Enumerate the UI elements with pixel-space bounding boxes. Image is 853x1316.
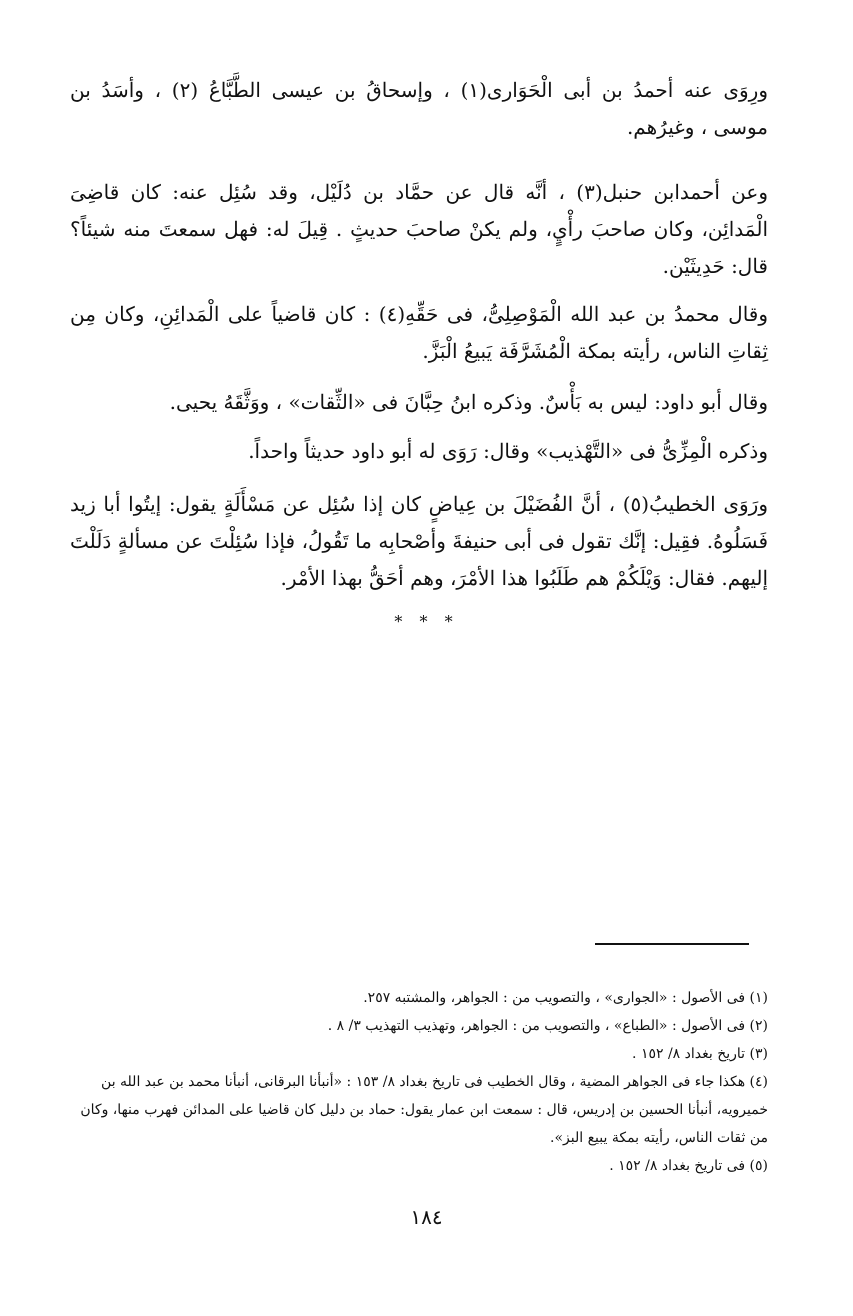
paragraph-abu-dawud: وقال أبو داود: ليس به بَأْسٌ. وذكره ابنُ حِبَّانَ فى «الثِّقات» ، ووَثَّقَهُ يحيى. bbox=[169, 390, 768, 414]
paragraph-ahmad-ibn-hanbal: وعن أحمدابن حنبل(٣) ، أنَّه قال عن حمَّاد بن دُلَيْل، وقد سُئِل عنه: كان قاضِىَ الْمَدائِن، وكان صاحبَ رأْيٍ، ولم يكنْ صاحبَ حديثٍ . قِيلَ له: فهل سمعتَ منه شيئاً؟ قال: حَدِيثَيْن. bbox=[70, 180, 768, 278]
paragraph-narrators: ورِوَى عنه أحمدُ بن أبى الْحَوَارى(١) ، وإسحاقُ بن عيسى الطَّبَّاعُ (٢) ، وأسَدُ بن موسى ، وغيرُهم. bbox=[70, 78, 768, 139]
footnote-5: (٥) فى تاريخ بغداد ٨/ ١٥٢ . bbox=[609, 1158, 768, 1174]
footnote-2: (٢) فى الأصول : «الطباع» ، والتصويب من : الجواهر، وتهذيب التهذيب ٣/ ٨ . bbox=[327, 1018, 768, 1034]
paragraph-al-khatib: ورَوَى الخطيبُ(٥) ، أنَّ الفُضَيْلَ بن عِياضٍ كان إذا سُئِل عن مَسْأَلَةٍ يقول: إيتُوا أبا زيد فَسَلُوهُ. فقِيل: إنَّك تقول فى أبى حنيفةَ وأصْحابِه ما تَقُولُ، فإذا سُئِلْتَ عن مسألةٍ دَلَلْتَ إليهم. فقال: وَيْلَكُمْ هم طَلَبُوا هذا الأمْرَ، وهم أحَقُّ بهذا الأمْر. bbox=[70, 492, 768, 590]
footnote-1: (١) فى الأصول : «الجوارى» ، والتصويب من : الجواهر، والمشتبه ٢٥٧. bbox=[363, 990, 768, 1006]
section-separator: * * * bbox=[394, 612, 459, 631]
footnote-3: (٣) تاريخ بغداد ٨/ ١٥٢ . bbox=[632, 1046, 768, 1062]
footnote-4: (٤) هكذا جاء فى الجواهر المضية ، وقال الخطيب فى تاريخ بغداد ٨/ ١٥٣ : «أنبأنا البرقانى، أنبأنا محمد بن عبد الله بن خميرويه، أنبأنا الحسين بن إدريس، قال : سمعت ابن عمار يقول: حماد بن دليل كان قاضيا على المدائن فهرب منها، وكان من ثقات الناس، رأيته بمكة يبيع البز». bbox=[80, 1074, 768, 1146]
page-number: ١٨٤ bbox=[410, 1205, 443, 1229]
paragraph-al-mawsili: وقال محمدُ بن عبد الله الْمَوْصِلِىُّ، فى حَقِّهِ(٤) : كان قاضياً على الْمَدائِنِ، وكان مِن ثِقاتِ الناس، رأيته بمكة الْمُشَرَّفَة يَبيعُ الْبَزَّ. bbox=[70, 302, 769, 363]
paragraph-al-mizzi: وذكره الْمِزِّىُّ فى «التَّهْذيب» وقال: رَوَى له أبو داود حديثاً واحداً. bbox=[248, 439, 768, 463]
footnote-rule bbox=[595, 943, 749, 945]
